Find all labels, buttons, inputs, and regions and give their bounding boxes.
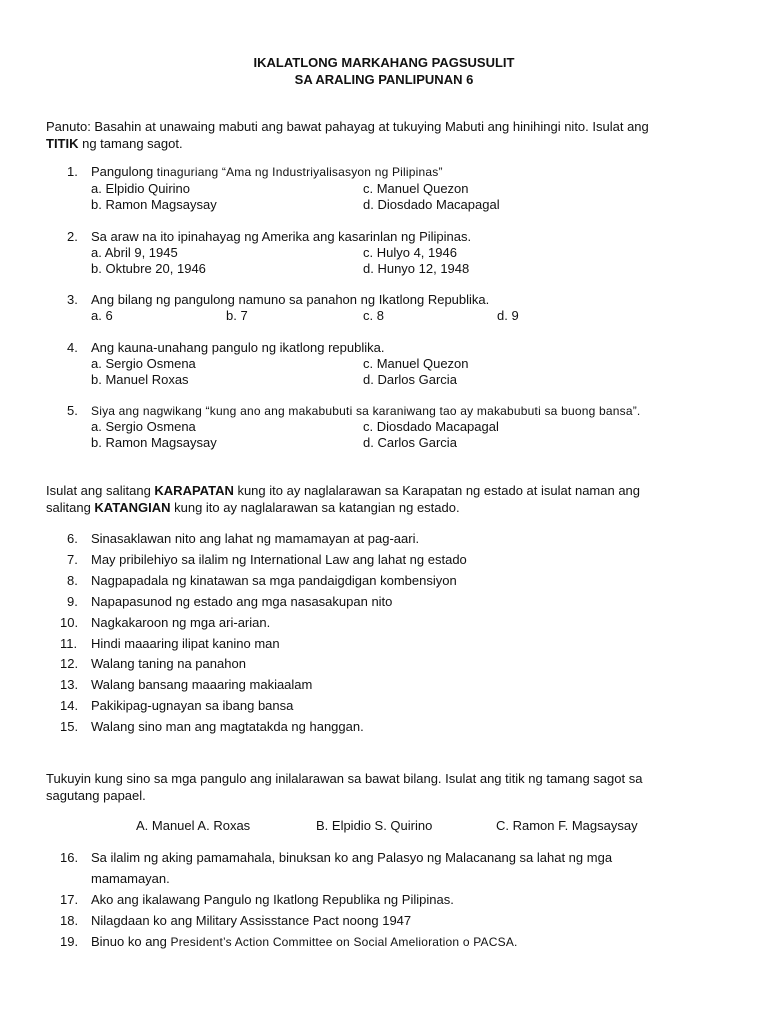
item-text: Nilagdaan ko ang Military Assisstance Pact noong 1947 <box>91 913 412 928</box>
section2-instructions <box>46 482 726 516</box>
option-c: C. Ramon F. Magsaysay <box>496 818 638 833</box>
choice-d: d. 9 <box>497 308 519 323</box>
item-text: Walang taning na panahon <box>91 656 246 671</box>
option-a: A. Manuel A. Roxas <box>136 818 251 833</box>
item-number: 16. <box>60 850 79 865</box>
item-text: Nagpapadala ng kinatawan sa mga pandaigdigan kombensiyon <box>91 573 457 588</box>
question-number: 5. <box>67 403 78 418</box>
item-text: May pribilehiyo sa ilalim ng International Law ang lahat ng estado <box>91 552 467 567</box>
item-text: Ako ang ikalawang Pangulo ng Ikatlong Republika ng Pilipinas. <box>91 892 454 907</box>
instructions-text: Isulat ang salitang <box>46 483 155 498</box>
choice-a: a. Sergio Osmena <box>91 356 196 371</box>
question-number: 2. <box>67 229 78 244</box>
list-item <box>60 850 612 865</box>
list-item <box>60 636 280 651</box>
question-4 <box>67 340 384 355</box>
item-text: Napapasunod ng estado ang mga nasasakupan nito <box>91 594 393 609</box>
choice-a: a. Abril 9, 1945 <box>91 245 178 260</box>
item-number: 8. <box>67 573 78 588</box>
choice-b: b. Ramon Magsaysay <box>91 435 217 450</box>
instructions-text: kung ito ay naglalarawan sa Karapatan ng estado at isulat naman ang <box>233 483 641 498</box>
item-text-thin: President’s Action Committee on Social Amelioration o PACSA. <box>170 935 518 949</box>
item-text: Walang sino man ang magtatakda ng hanggan. <box>91 719 364 734</box>
list-item <box>60 892 454 907</box>
list-item <box>60 934 518 949</box>
choice-a: a. Sergio Osmena <box>91 419 196 434</box>
choice-c: c. 8 <box>363 308 384 323</box>
list-item <box>60 719 364 734</box>
choice-b: b. Manuel Roxas <box>91 372 189 387</box>
item-number: 9. <box>67 594 78 609</box>
question-number: 3. <box>67 292 78 307</box>
item-text: Walang bansang maaaring makiaalam <box>91 677 313 692</box>
list-item <box>67 552 467 567</box>
item-number: 15. <box>60 719 79 734</box>
question-3 <box>67 292 489 307</box>
question-text: Ang bilang ng pangulong namuno sa panahon ng Ikatlong Republika. <box>91 292 490 307</box>
item-number: 6. <box>67 531 78 546</box>
list-item <box>60 677 312 692</box>
item-text: Nagkakaroon ng mga ari-arian. <box>91 615 271 630</box>
item-number: 17. <box>60 892 79 907</box>
list-item <box>67 594 392 609</box>
exam-subtitle: SA ARALING PANLIPUNAN 6 <box>294 72 474 87</box>
question-text: Sa araw na ito ipinahayag ng Amerika ang kasarinlan ng Pilipinas. <box>91 229 472 244</box>
item-number: 18. <box>60 913 79 928</box>
item-number: 10. <box>60 615 79 630</box>
question-text: tinaguriang “Ama ng Industriyalisasyon ng Pilipinas” <box>156 165 443 179</box>
item-text: Sa ilalim ng aking pamamahala, binuksan ko ang Palasyo ng Malacanang sa lahat ng mga <box>91 850 613 865</box>
list-item <box>60 698 293 713</box>
item-text: Sinasaklawan nito ang lahat ng mamamayan at pag-aari. <box>91 531 420 546</box>
instructions-text: kung ito ay naglalarawan sa katangian ng estado. <box>170 500 460 515</box>
question-number: 4. <box>67 340 78 355</box>
item-text: Hindi maaaring ilipat kanino man <box>91 636 280 651</box>
question-2 <box>67 229 471 244</box>
instructions-text-end: ng tamang sagot. <box>78 136 183 151</box>
question-text: Ang kauna-unahang pangulo ng ikatlong republika. <box>91 340 385 355</box>
item-text: Binuo ko ang <box>91 934 171 949</box>
keyword-katangian: KATANGIAN <box>94 500 171 515</box>
list-item <box>60 913 411 928</box>
choice-b: b. 7 <box>226 308 248 323</box>
option-b: B. Elpidio S. Quirino <box>316 818 433 833</box>
list-item <box>67 573 457 588</box>
item-text: mamamayan. <box>91 871 170 886</box>
choice-a: a. 6 <box>91 308 113 323</box>
item-number: 19. <box>60 934 79 949</box>
choice-d: d. Darlos Garcia <box>363 372 457 387</box>
choice-d: d. Hunyo 12, 1948 <box>363 261 470 276</box>
item-number: 14. <box>60 698 79 713</box>
item-number: 12. <box>60 656 79 671</box>
choice-a: a. Elpidio Quirino <box>91 181 190 196</box>
item-number: 7. <box>67 552 78 567</box>
choice-b: b. Ramon Magsaysay <box>91 197 217 212</box>
question-number: 1. <box>67 164 78 179</box>
instructions-text: salitang <box>46 500 95 515</box>
choice-d: d. Carlos Garcia <box>363 435 457 450</box>
item-number: 13. <box>60 677 79 692</box>
instructions-text: Panuto: Basahin at unawaing mabuti ang bawat pahayag at tukuying Mabuti ang hinihingi nito. Isulat ang <box>46 119 649 134</box>
instructions-text: sagutang papael. <box>46 788 146 803</box>
item-number: 11. <box>60 636 78 651</box>
choice-c: c. Manuel Quezon <box>363 356 469 371</box>
question-1 <box>67 164 443 179</box>
instructions-text: Tukuyin kung sino sa mga pangulo ang inilalarawan sa bawat bilang. Isulat ang titik ng tamang sagot sa <box>46 771 643 786</box>
list-item <box>60 656 246 671</box>
list-item <box>60 615 270 630</box>
choice-b: b. Oktubre 20, 1946 <box>91 261 206 276</box>
question-5 <box>67 403 640 418</box>
question-text: Siya ang nagwikang “kung ano ang makabubuti sa karaniwang tao ay makabubuti sa buong bansa”. <box>91 404 641 418</box>
section3-instructions <box>46 770 726 804</box>
choice-c: c. Diosdado Macapagal <box>363 419 499 434</box>
list-item <box>67 531 419 546</box>
exam-title: IKALATLONG MARKAHANG PAGSUSULIT <box>253 55 515 70</box>
list-item-continuation <box>60 871 170 886</box>
instructions-bold: TITIK <box>46 136 79 151</box>
keyword-karapatan: KARAPATAN <box>154 483 234 498</box>
item-text: Pakikipag-ugnayan sa ibang bansa <box>91 698 294 713</box>
question-lead: Pangulong <box>91 164 157 179</box>
choice-c: c. Manuel Quezon <box>363 181 469 196</box>
choice-c: c. Hulyo 4, 1946 <box>363 245 457 260</box>
choice-d: d. Diosdado Macapagal <box>363 197 500 212</box>
section1-instructions <box>46 118 726 152</box>
